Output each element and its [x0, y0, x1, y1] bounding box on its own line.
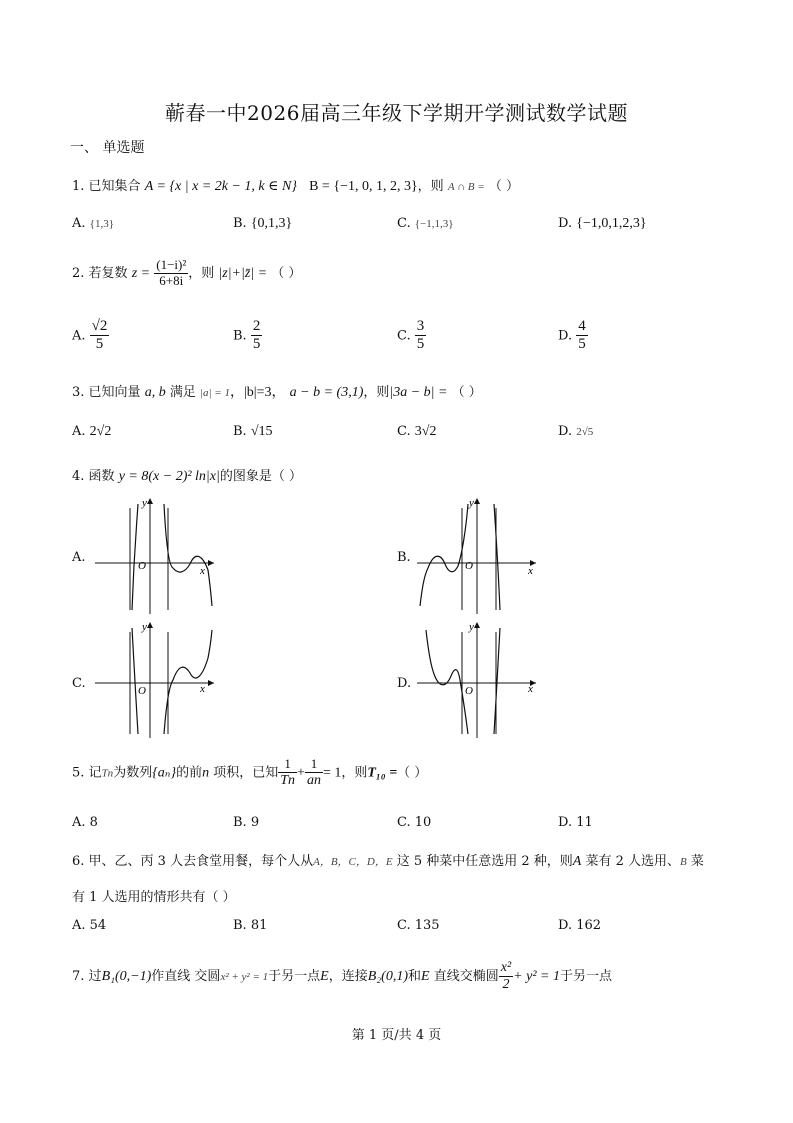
question-5: [72, 757, 427, 789]
option-denominator: 5: [416, 336, 425, 353]
q1-option-b[interactable]: [233, 216, 292, 232]
q5-t10: T₁₀ =: [367, 765, 398, 781]
q4-number: 4.: [72, 469, 85, 484]
option-denominator: 5: [578, 336, 586, 353]
option-value: 3√2: [414, 424, 437, 439]
q5-paren: （ ）: [397, 765, 428, 781]
q6-a: A: [572, 854, 582, 869]
x-axis-label: x: [528, 565, 533, 577]
q3-condition-3: a − b = (3,1): [289, 385, 364, 400]
q2-z: z =: [131, 265, 151, 281]
q5-option-d[interactable]: D. 11: [558, 815, 593, 830]
q5-eq: = 1: [322, 765, 342, 781]
q6-dishes: A，B，C，D，E: [313, 856, 393, 868]
option-letter: B.: [233, 216, 247, 231]
q4-option-d-label[interactable]: D.: [397, 676, 412, 691]
q5-text: 记: [88, 765, 102, 781]
page-footer: 第 1 页/共 4 页: [351, 1028, 442, 1043]
q5-plus: +: [297, 765, 305, 781]
q7-text: ，连接: [328, 969, 368, 985]
q7-e2: E: [421, 969, 430, 985]
q7-ellipse-fraction: [499, 960, 513, 993]
option-value: 2√5: [576, 426, 594, 438]
q2-denominator: 6+8i: [159, 272, 184, 288]
q2-option-a[interactable]: [72, 318, 109, 354]
option-letter: C.: [397, 328, 411, 344]
q3-option-d[interactable]: [558, 424, 593, 439]
option-letter: D.: [558, 424, 573, 439]
q2-option-b[interactable]: [233, 318, 262, 354]
q4-option-c-label[interactable]: C.: [72, 676, 86, 691]
q3-paren: （ ）: [451, 385, 482, 400]
option-value: √15: [250, 424, 273, 439]
q7-text: 直线交椭圆: [433, 969, 499, 985]
q6-b: B: [680, 856, 687, 868]
q7-number: 7.: [72, 969, 85, 985]
q6-line-2: 有 1 人选用的情形共有（ ）: [72, 890, 236, 905]
q1-ask: ，则: [417, 179, 444, 194]
q5-sequence: {aₙ}: [152, 765, 177, 781]
option-letter: C.: [397, 424, 411, 439]
q1-stem: 已知集合: [88, 179, 141, 194]
q6-option-c[interactable]: C. 135: [397, 918, 440, 933]
q3-condition-1: |a| = 1: [200, 387, 230, 399]
option-letter: D.: [558, 328, 573, 344]
q7-b1: B₁(0,−1): [101, 969, 152, 985]
option-fraction: [576, 318, 588, 354]
option-denominator: 5: [95, 336, 104, 353]
q2-number: 2.: [72, 265, 85, 281]
q3-option-a[interactable]: [72, 424, 111, 440]
q5-text: 为数列: [113, 765, 153, 781]
q1-option-d[interactable]: [558, 216, 647, 232]
origin-label: O: [138, 560, 146, 572]
q2-paren: （ ）: [271, 265, 302, 281]
q7-ellipse-num: x²: [499, 960, 513, 977]
q1-set-b: B = {−1, 0, 1, 2, 3}: [309, 179, 418, 194]
q7-text: 作直线: [151, 969, 191, 985]
option-fraction: [251, 318, 263, 354]
y-axis-label: y: [142, 497, 147, 509]
q3-stem: 已知向量: [88, 385, 141, 400]
option-letter: B.: [233, 328, 247, 344]
question-4: [72, 465, 302, 485]
q3-mid: 满足: [169, 385, 196, 400]
q3-ask: ，则: [363, 385, 390, 400]
q2-numerator: (1−i)²: [156, 257, 187, 272]
q3-option-b[interactable]: [233, 424, 273, 440]
q4-option-a-label[interactable]: A.: [72, 550, 86, 565]
origin-label: O: [465, 685, 473, 697]
q5-fraction-1: [278, 757, 297, 789]
q4-stem: 函数: [88, 469, 115, 484]
q1-number: 1.: [72, 179, 85, 194]
option-letter: A.: [72, 328, 86, 344]
q6-text: 这 5 种菜中任意选用 2 种，则: [396, 854, 573, 869]
option-letter: D.: [558, 216, 573, 231]
origin-label: O: [465, 560, 473, 572]
q1-paren: （ ）: [488, 179, 519, 194]
section-heading: 一、 单选题: [70, 140, 145, 156]
option-letter: A.: [72, 216, 86, 231]
q5-option-a[interactable]: A. 8: [72, 815, 98, 830]
q3-vectors: a, b: [144, 385, 166, 400]
option-fraction: [415, 318, 427, 354]
q1-set-a: A = {x | x = 2k − 1, k ∈ N}: [144, 179, 297, 194]
q5-fraction-2-num: 1: [305, 757, 323, 773]
q4-graph-d[interactable]: [412, 618, 542, 740]
q4-option-b-label[interactable]: B.: [397, 550, 411, 565]
q5-fraction-2: [305, 757, 323, 789]
y-axis-label: y: [469, 497, 474, 509]
q2-fraction: [154, 258, 188, 289]
q2-stem: 若复数: [88, 265, 128, 281]
q4-graph-b[interactable]: [412, 494, 542, 616]
q5-number: 5.: [72, 765, 85, 781]
option-letter: A.: [72, 424, 86, 439]
q6-option-d[interactable]: D. 162: [558, 918, 602, 933]
q5-option-c[interactable]: C. 10: [397, 815, 432, 830]
q6-number: 6.: [72, 854, 85, 869]
q7-text: 过: [88, 969, 102, 985]
option-letter: B.: [233, 424, 247, 439]
question-1: [72, 175, 519, 195]
x-axis-label: x: [200, 683, 205, 695]
y-axis-label: y: [142, 621, 147, 633]
option-numerator: 2: [251, 318, 263, 336]
question-7: [72, 960, 612, 993]
question-6: [72, 850, 704, 870]
q4-graph-a[interactable]: [90, 494, 220, 616]
q5-text: 项积，已知: [213, 765, 279, 781]
option-fraction: [90, 318, 110, 354]
option-value: {−1,0,1,2,3}: [576, 216, 647, 231]
q7-text: 于另一点: [559, 969, 612, 985]
q5-fraction-1-den: Tn: [280, 772, 296, 788]
q7-text: 交圆: [194, 969, 221, 985]
q1-option-a[interactable]: [72, 216, 114, 231]
q2-ask: ，则: [188, 265, 215, 281]
q7-circle: x² + y² = 1: [220, 971, 269, 984]
q6-option-a[interactable]: A. 54: [72, 918, 107, 933]
q1-expr: A ∩ B =: [447, 181, 485, 193]
q2-option-c[interactable]: [397, 318, 426, 354]
y-axis-label: y: [469, 621, 474, 633]
option-value: {−1,1,3}: [414, 218, 454, 230]
q5-fraction-2-den: an: [306, 772, 321, 788]
question-3: [72, 381, 482, 401]
origin-label: O: [138, 685, 146, 697]
page-title: 蕲春一中2026届高三年级下学期开学测试数学试题: [165, 101, 628, 125]
q5-n: n: [202, 765, 210, 781]
q5-ask: ，则: [341, 765, 368, 781]
q7-text: 于另一点: [268, 969, 321, 985]
option-numerator: √2: [90, 318, 110, 336]
x-axis-label: x: [200, 565, 205, 577]
q2-expr: |z|+|z̄| =: [218, 265, 268, 281]
q2-option-d[interactable]: [558, 318, 588, 354]
q3-option-c[interactable]: [397, 424, 436, 440]
option-value: 2√2: [89, 424, 112, 439]
q5-fraction-1-num: 1: [278, 757, 297, 773]
option-numerator: 4: [576, 318, 588, 336]
q5-tn: Tn: [101, 767, 114, 780]
x-axis-label: x: [528, 683, 533, 695]
q7-ellipse-rest: + y² = 1: [513, 969, 560, 985]
question-2: [72, 258, 301, 289]
q4-function: y = 8(x − 2)² ln|x|: [118, 469, 220, 484]
q4-graph-c[interactable]: [90, 618, 220, 740]
q6-text: 甲、乙、丙 3 人去食堂用餐，每个人从: [88, 854, 314, 869]
option-letter: C.: [397, 216, 411, 231]
q7-text: 和: [408, 969, 422, 985]
q3-expr: |3a − b| =: [389, 385, 448, 400]
q3-number: 3.: [72, 385, 85, 400]
q5-text: 的前: [176, 765, 203, 781]
q1-option-c[interactable]: [397, 216, 454, 231]
option-value: {1,3}: [89, 218, 114, 230]
q6-text: 菜有 2 人选用、: [585, 854, 681, 869]
option-numerator: 3: [415, 318, 427, 336]
q7-b2: B₂(0,1): [367, 969, 408, 985]
q5-option-b[interactable]: B. 9: [233, 815, 260, 830]
q6-option-b[interactable]: B. 81: [233, 918, 268, 933]
q3-condition-2: ，|b|=3，: [229, 385, 286, 400]
option-denominator: 5: [252, 336, 261, 353]
q7-ellipse-den: 2: [502, 977, 510, 993]
option-value: {0,1,3}: [250, 216, 293, 231]
q6-text: 菜: [690, 854, 704, 869]
q4-ask: 的图象是（ ）: [219, 469, 302, 484]
q7-e: E: [320, 969, 329, 985]
